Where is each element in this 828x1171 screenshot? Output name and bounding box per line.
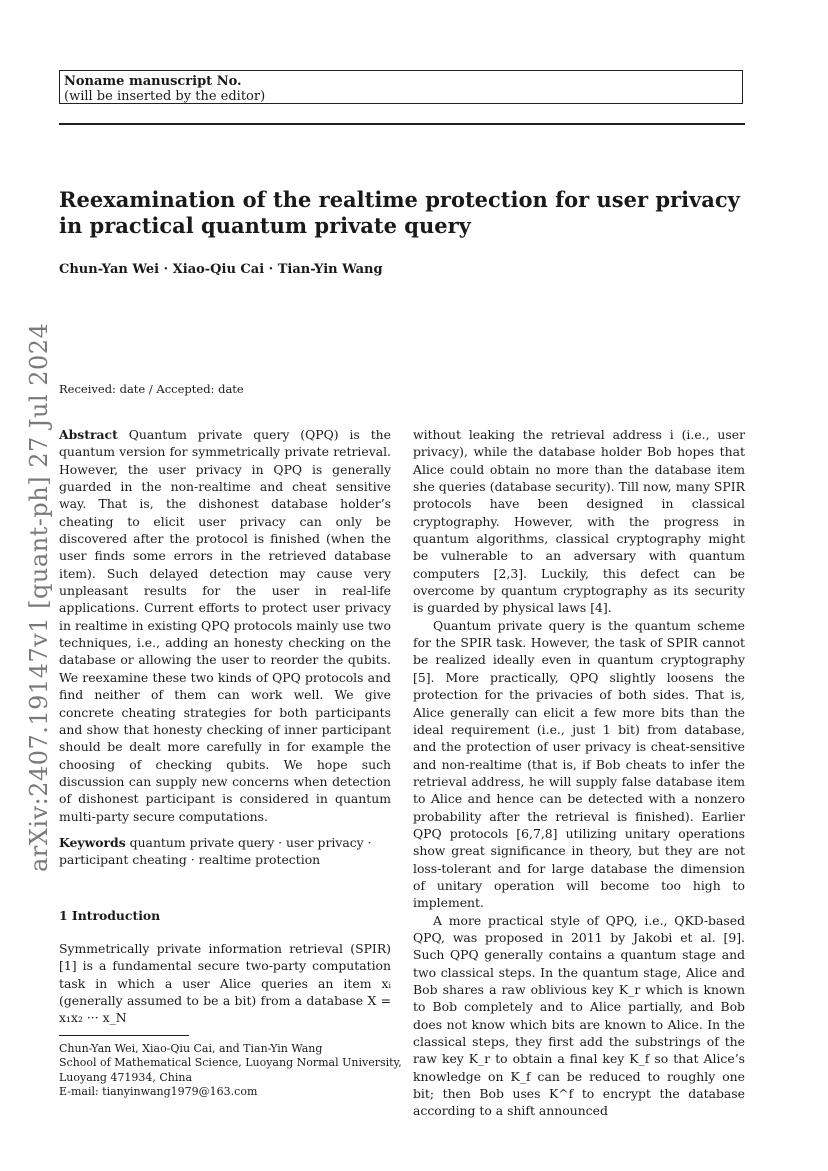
keywords [59, 834, 391, 869]
abstract-text: Quantum private query (QPQ) is the quantum version for symmetrically private retrieval. However, the user privacy in QPQ is generally guarded in the non-realtime and cheat sensitive way. That is, the dishonest database holder’s cheating to elicit user privacy can only be discovered after the protocol is finished (when the user finds some errors in the retrieved database item). Such delayed detection may cause very unpleasant results for the user in real-life applications. Current efforts to protect user privacy in realtime in existing QPQ protocols mainly use two techniques, i.e., adding an honesty checking on the database or allowing the user to reorder the qubits. We reexamine these two kinds of QPQ protocols and find neither of them can work well. We give concrete cheating strategies for both participants and show that honesty checking of inner participant should be dealt more carefully in for example the choosing of checking qubits. We hope such discussion can supply new concerns when detection of dishonest participant is considered in quantum multi-party secure computations. [59, 427, 391, 824]
body-paragraph-3: A more practical style of QPQ, i.e., QKD-based QPQ, was proposed in 2011 by Jakobi et al. [9]. Such QPQ generally contains a quantum stage and two classical steps. In the quantum stage, Alice and Bob shares a raw oblivious key K_r which is known to Bob completely and to Alice partially, and Bob does not know which bits are known to Alice. In the classical steps, they first add the substrings of the raw key K_r to obtain a final key K_f so that Alice’s knowledge on K_f can be reduced to roughly one bit; then Bob uses K^f to encrypt the database according to a shift announced [413, 912, 745, 1119]
intro-paragraph-1: Symmetrically private information retrieval (SPIR) [1] is a fundamental secure two-party computation task in which a user Alice queries an item xᵢ (generally assumed to be a bit) from a database X = x₁x₂ ··· x_N [59, 940, 391, 1026]
footnote-email: E-mail: tianyinwang1979@163.com [59, 1085, 258, 1099]
received-date: Received: date / Accepted: date [59, 382, 244, 396]
abstract [59, 426, 391, 825]
section-heading-introduction: 1 Introduction [59, 907, 161, 923]
manuscript-number: Noname manuscript No. [64, 74, 242, 89]
body-paragraph-1: without leaking the retrieval address i (i.e., user privacy), while the database holder Bob hopes that Alice could obtain no more than the database item she queries (database security). Till now, many SPIR protocols have been designed in classical cryptography. However, with the progress in quantum algorithms, classical cryptography might be vulnerable to an adversary with quantum computers [2,3]. Luckily, this defect can be overcome by quantum cryptography as its security is guarded by physical laws [4]. [413, 427, 745, 616]
editor-note: (will be inserted by the editor) [64, 89, 266, 104]
paper-title: Reexamination of the realtime protection for user privacy in practical quantum private query [59, 187, 740, 238]
header-rule [59, 123, 745, 125]
author-list: Chun-Yan Wei · Xiao-Qiu Cai · Tian-Yin Wang [59, 262, 383, 277]
keywords-text: quantum private query · user privacy · participant cheating · realtime protection [59, 834, 372, 868]
arxiv-stamp-text: arXiv:2407.19147v1 [quant-ph] 27 Jul 2024 [25, 322, 53, 872]
author-footnote [59, 1041, 402, 1100]
footnote-names: Chun-Yan Wei, Xiao-Qiu Cai, and Tian-Yin Wang [59, 1041, 323, 1055]
body-paragraph-2: Quantum private query is the quantum scheme for the SPIR task. However, the task of SPIR cannot be realized ideally even in quantum cryptography [5]. More practically, QPQ slightly loosens the protection for the privacies of both sides. That is, Alice generally can elicit a few more bits than the ideal requirement (i.e., just 1 bit) from database, and the protection of user privacy is cheat-sensitive and non-realtime (that is, if Bob cheats to infer the retrieval address, he will supply false database item to Alice and hence can be detected with a nonzero probability after the retrieval is finished). Earlier QPQ protocols [6,7,8] utilizing unitary operations show great significance in theory, but they are not loss-tolerant and for large database the dimension of unitary operation will become too high to implement. [413, 617, 745, 911]
keywords-label: Keywords [59, 834, 126, 850]
footnote-city: Luoyang 471934, China [59, 1070, 193, 1084]
footnote-rule [59, 1035, 189, 1036]
left-column [59, 426, 402, 1100]
right-column [413, 426, 745, 1120]
abstract-label: Abstract [59, 427, 118, 442]
footnote-affiliation: School of Mathematical Science, Luoyang Normal University, [59, 1056, 402, 1070]
manuscript-box [59, 70, 743, 104]
